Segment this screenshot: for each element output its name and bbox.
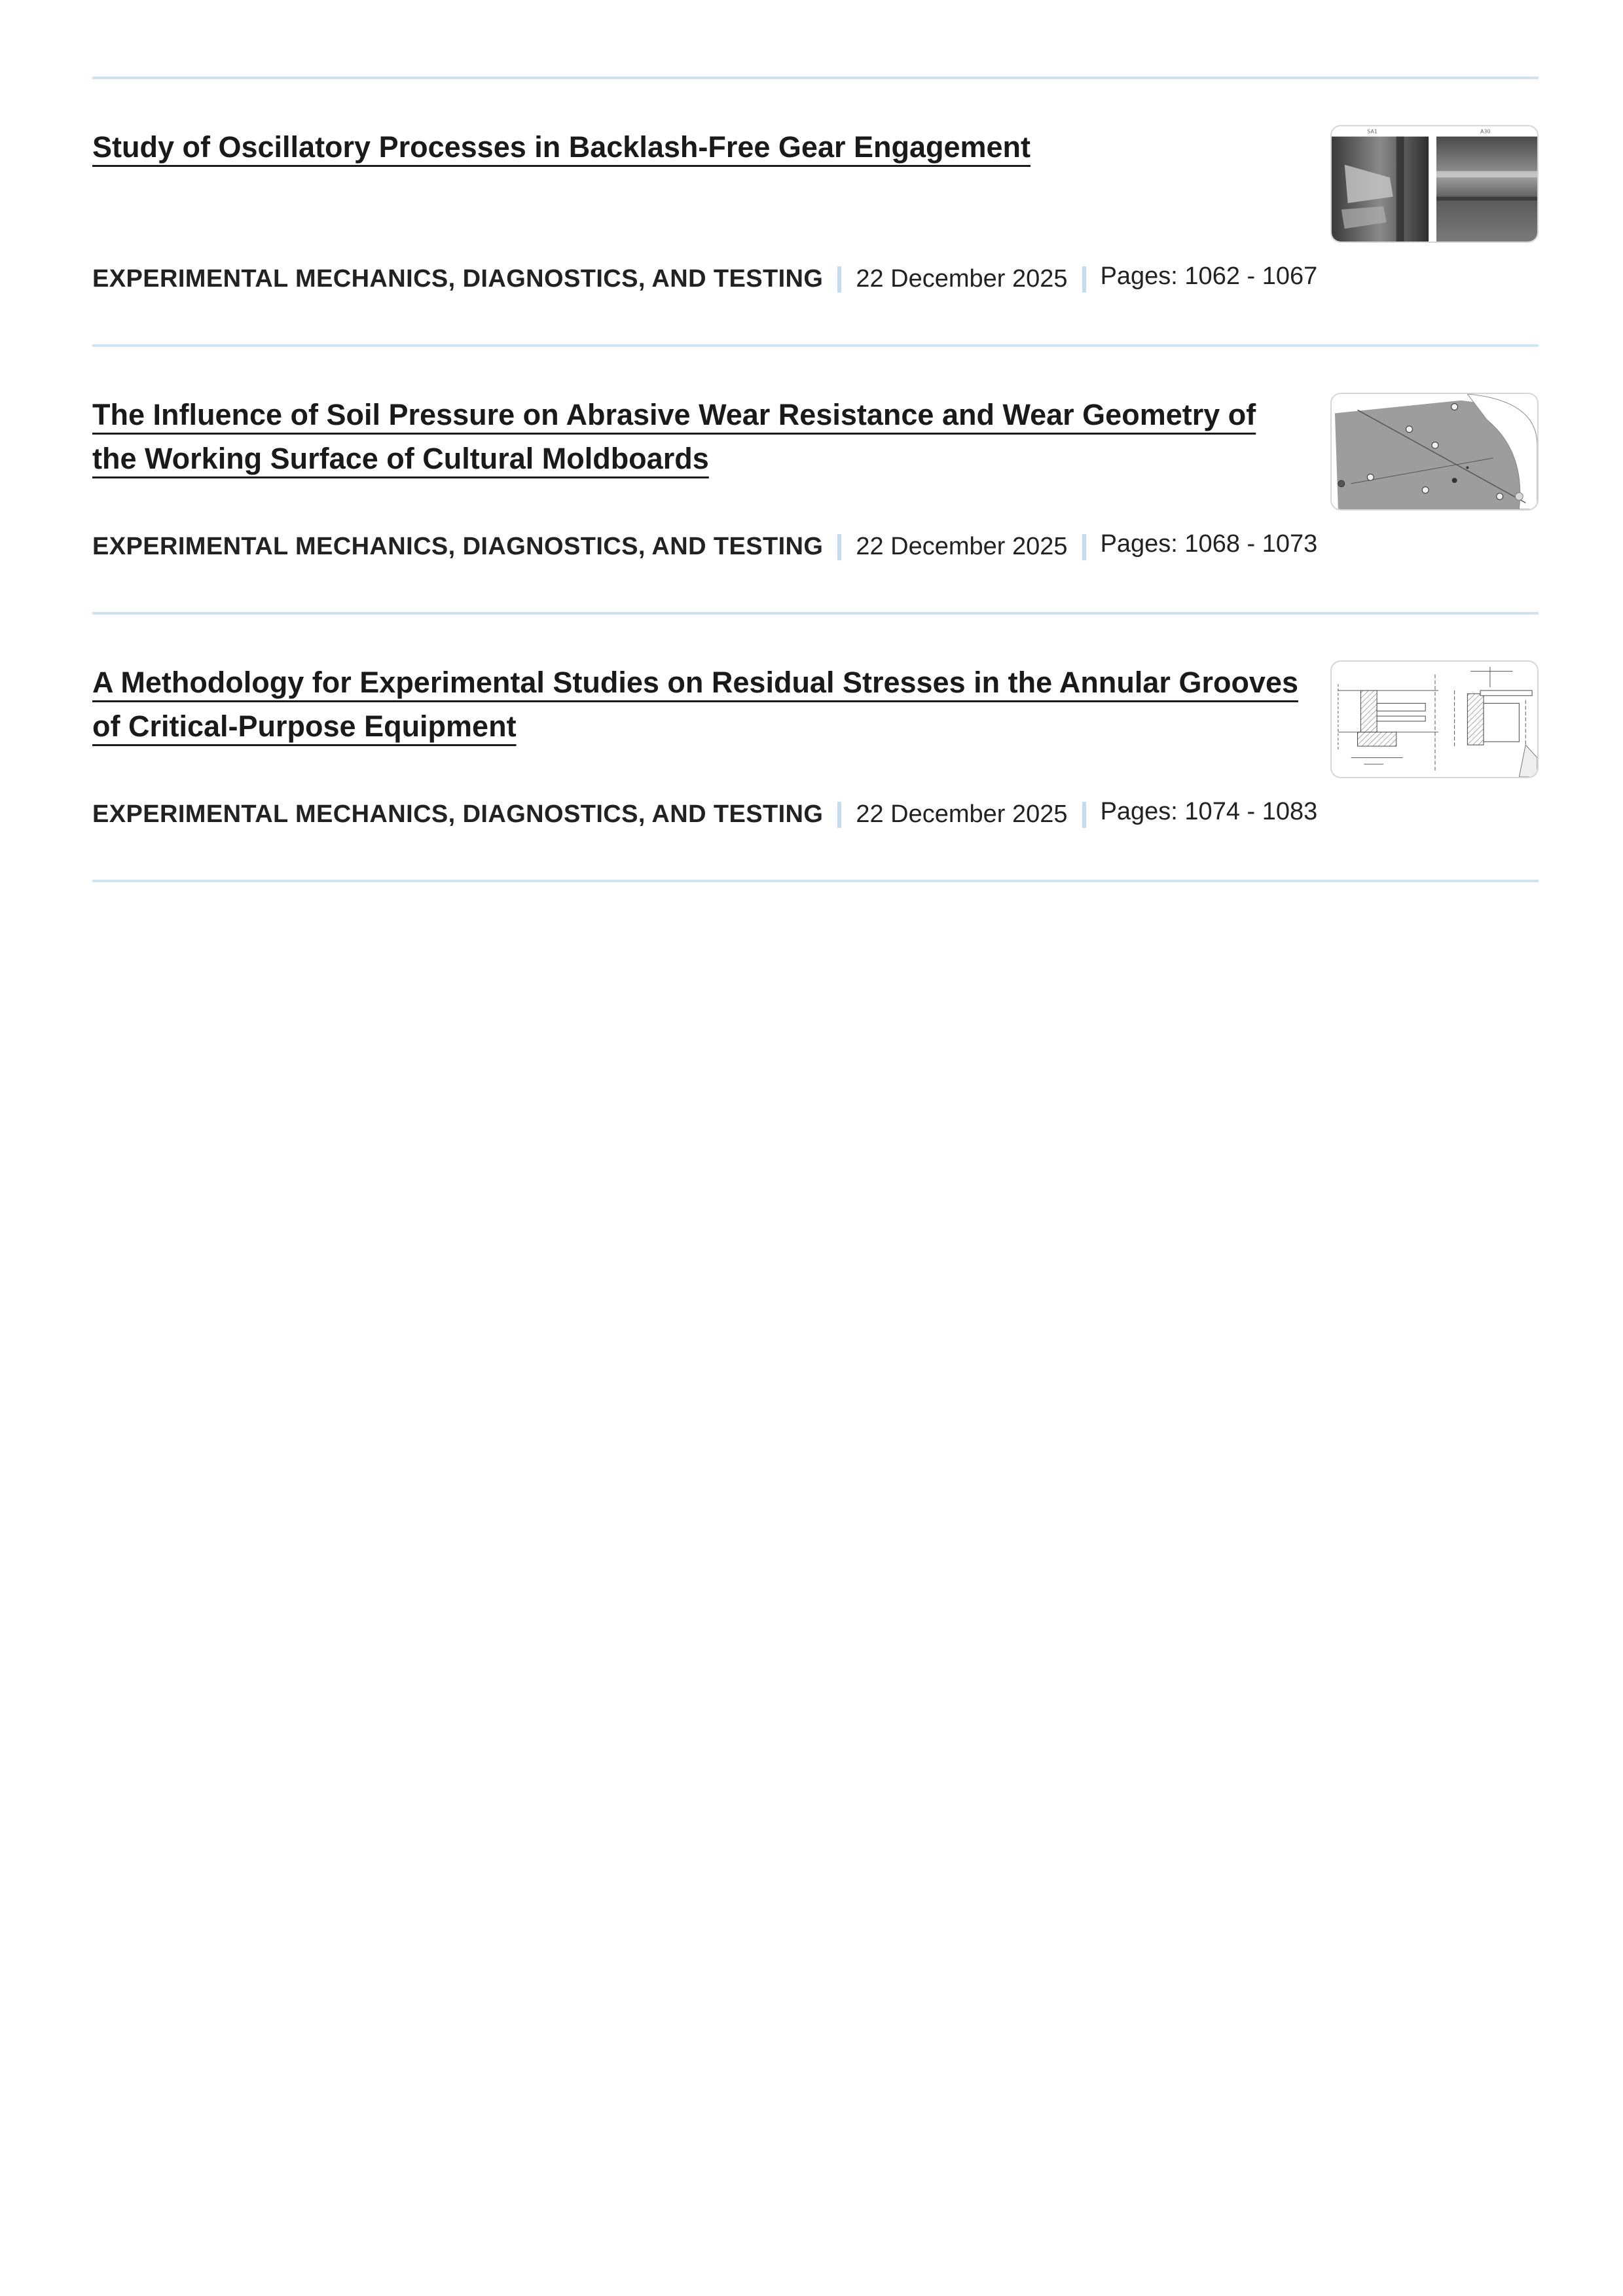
gear-micrograph-thumbnail[interactable] xyxy=(1330,125,1539,243)
article-title xyxy=(92,125,1304,169)
divider xyxy=(92,880,1539,882)
article-meta xyxy=(92,800,1317,829)
meta-separator xyxy=(1082,802,1086,828)
meta-separator xyxy=(1082,534,1086,560)
article-list xyxy=(92,77,1539,882)
article-pages: Pages: 1068 - 1073 xyxy=(1100,530,1318,558)
groove-drawing-thumbnail[interactable] xyxy=(1330,660,1539,778)
article-item xyxy=(92,615,1539,880)
article-title-link[interactable]: A Methodology for Experimental Studies on Residual Stresses in the Annular Grooves of Critical-Purpose Equipment xyxy=(92,666,1299,743)
article-date: 22 December 2025 xyxy=(856,800,1068,828)
article-item xyxy=(92,79,1539,344)
meta-separator xyxy=(1082,266,1086,293)
meta-separator xyxy=(837,266,841,293)
article-title-link[interactable]: Study of Oscillatory Processes in Backlash-Free Gear Engagement xyxy=(92,130,1031,164)
meta-separator xyxy=(837,802,841,828)
article-title xyxy=(92,393,1304,480)
article-title xyxy=(92,660,1304,748)
article-meta xyxy=(92,262,1318,293)
article-section[interactable]: EXPERIMENTAL MECHANICS, DIAGNOSTICS, AND TESTING xyxy=(92,265,824,293)
article-pages: Pages: 1074 - 1083 xyxy=(1100,798,1318,825)
article-section[interactable]: EXPERIMENTAL MECHANICS, DIAGNOSTICS, AND TESTING xyxy=(92,800,824,828)
article-section[interactable]: EXPERIMENTAL MECHANICS, DIAGNOSTICS, AND TESTING xyxy=(92,533,824,560)
moldboard-diagram-thumbnail[interactable] xyxy=(1330,393,1539,511)
article-date: 22 December 2025 xyxy=(856,265,1068,293)
article-date: 22 December 2025 xyxy=(856,533,1068,560)
svg-text:S‬A1: S‬A1 xyxy=(1367,128,1377,135)
meta-separator xyxy=(837,534,841,560)
article-item xyxy=(92,347,1539,612)
article-meta xyxy=(92,530,1318,561)
article-title-link[interactable]: The Influence of Soil Pressure on Abrasive Wear Resistance and Wear Geometry of the Working Surface of Cultural Moldboards xyxy=(92,398,1256,475)
article-pages: Pages: 1062 - 1067 xyxy=(1100,262,1318,290)
svg-text:A30: A30 xyxy=(1480,128,1491,135)
